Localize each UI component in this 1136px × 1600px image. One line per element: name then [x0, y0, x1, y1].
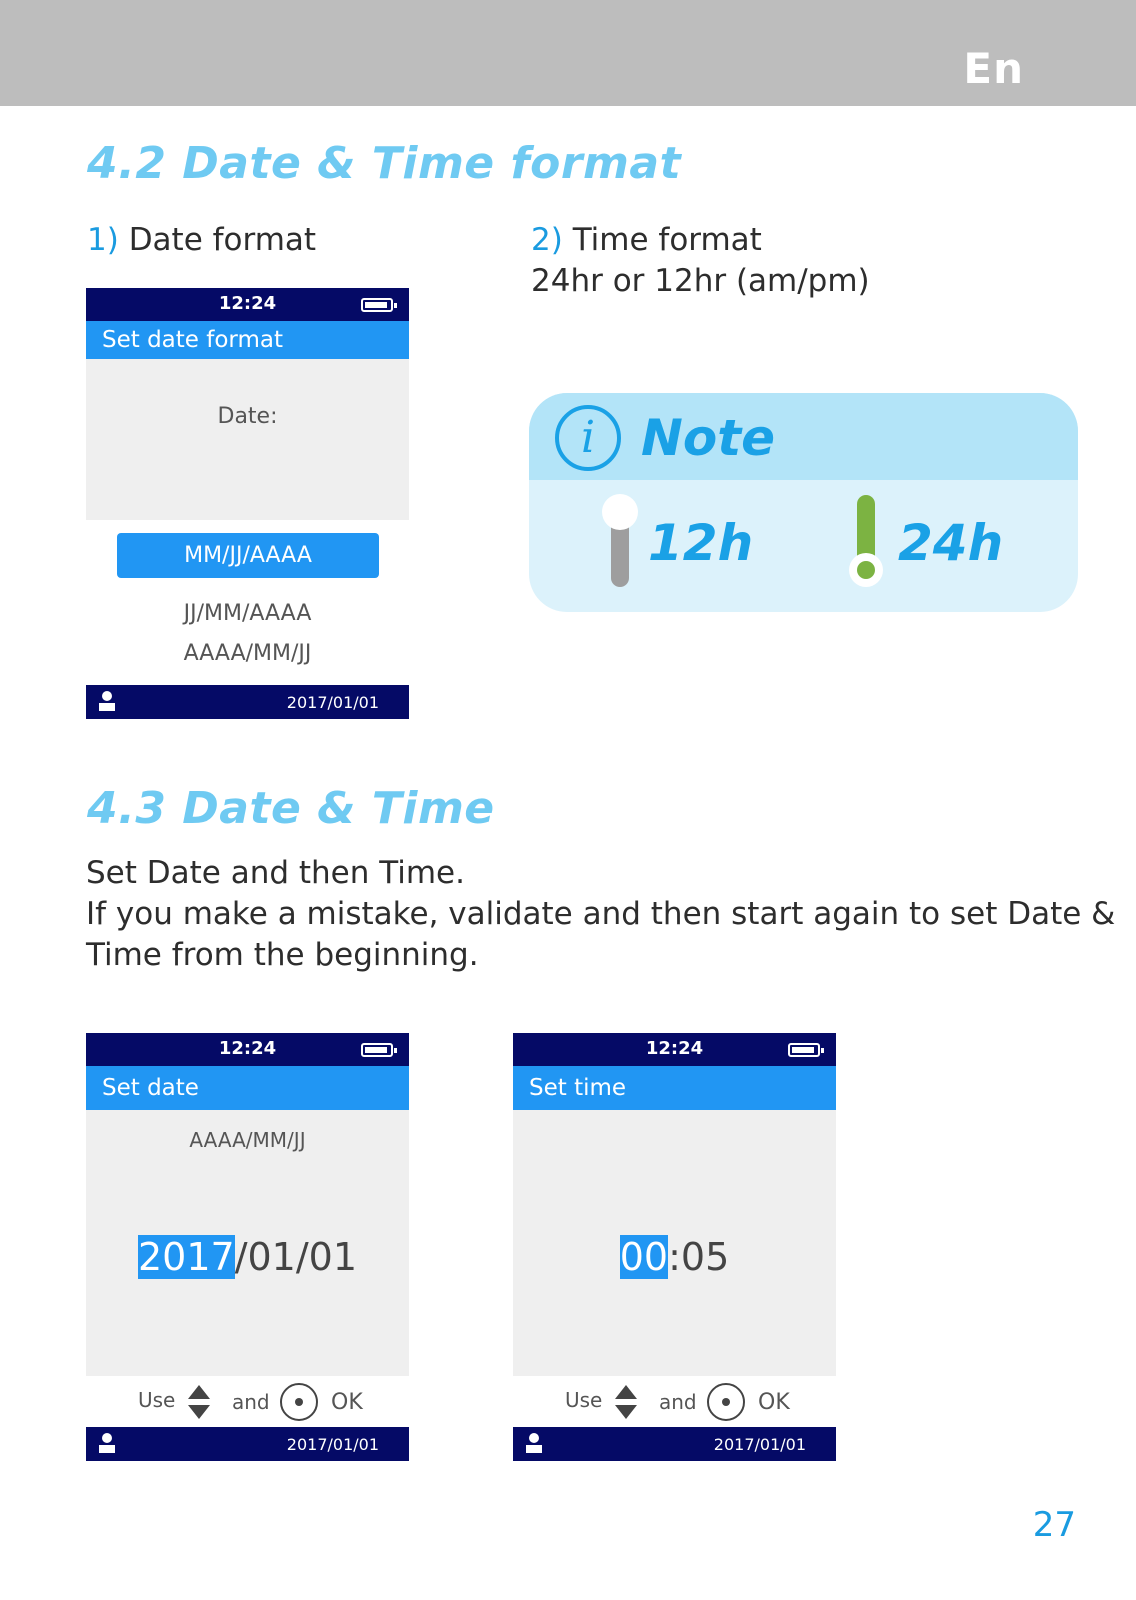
date-prompt: Date:: [217, 404, 278, 429]
time-hour-highlight[interactable]: 00: [619, 1235, 669, 1279]
toggle-label-24h: 24h: [898, 514, 1004, 572]
time-format-description: 24hr or 12hr (am/pm): [531, 263, 870, 299]
clock: 12:24: [218, 293, 277, 314]
screen-body: [86, 359, 409, 520]
toggle-label-12h: 12h: [648, 514, 754, 572]
hint-row: [513, 1377, 836, 1427]
option-aaaa-mm-jj[interactable]: AAAA/MM/JJ: [183, 641, 312, 666]
user-icon: [99, 691, 115, 713]
hint-and: and: [232, 1390, 270, 1414]
date-rest: /01/01: [234, 1235, 358, 1279]
status-bar: [86, 288, 409, 321]
hint-ok: OK: [758, 1390, 790, 1415]
status-bar: [86, 1033, 409, 1066]
time-value[interactable]: [513, 1235, 836, 1279]
footer-bar: [513, 1427, 836, 1461]
footer-date: 2017/01/01: [713, 1435, 806, 1454]
option-mm-jj-aaaa[interactable]: MM/JJ/AAAA: [117, 533, 379, 578]
screen-title: Set date format: [86, 321, 409, 359]
up-down-arrows-icon: [614, 1383, 638, 1421]
screen-title: Set time: [513, 1066, 836, 1110]
hint-use: Use: [138, 1388, 176, 1412]
footer-bar: [86, 1427, 409, 1461]
note-header: [529, 393, 1078, 480]
section-title-date-time: 4.3 Date & Time: [87, 783, 495, 834]
instruction-line-1: Set Date and then Time.: [86, 855, 465, 891]
toggle-off-icon: [601, 493, 641, 593]
date-format-heading: [87, 222, 316, 258]
hint-row: [86, 1377, 409, 1427]
note-box: [529, 393, 1078, 612]
clock: 12:24: [645, 1038, 704, 1059]
time-minutes: 05: [680, 1235, 730, 1279]
footer-date: 2017/01/01: [286, 1435, 379, 1454]
screen-body: [513, 1110, 836, 1376]
status-bar: [513, 1033, 836, 1066]
battery-icon: [361, 298, 393, 312]
battery-icon: [361, 1043, 393, 1057]
screen-title: Set date: [86, 1066, 409, 1110]
footer-bar: [86, 685, 409, 719]
device-screen-date-format: [86, 288, 409, 720]
option-jj-mm-aaaa[interactable]: JJ/MM/AAAA: [183, 601, 312, 626]
device-screen-set-date: [86, 1033, 409, 1462]
device-screen-set-time: [513, 1033, 836, 1462]
page-number: 27: [1032, 1505, 1076, 1545]
ok-button-icon: [707, 1383, 745, 1421]
date-value[interactable]: [86, 1235, 409, 1279]
time-format-label: Time format: [572, 222, 762, 258]
hint-and: and: [659, 1390, 697, 1414]
footer-date: 2017/01/01: [286, 693, 379, 712]
info-icon: i: [555, 405, 621, 471]
instruction-line-2: If you make a mistake, validate and then start again to set Date &: [86, 896, 1116, 932]
date-year-highlight[interactable]: 2017: [137, 1235, 235, 1279]
note-title: Note: [641, 409, 776, 467]
step-number: 1): [87, 222, 119, 258]
time-separator: :: [668, 1235, 681, 1279]
battery-icon: [788, 1043, 820, 1057]
step-number: 2): [531, 222, 563, 258]
user-icon: [526, 1433, 542, 1455]
hint-use: Use: [565, 1388, 603, 1412]
user-icon: [99, 1433, 115, 1455]
ok-button-icon: [280, 1383, 318, 1421]
up-down-arrows-icon: [187, 1383, 211, 1421]
date-format-hint: AAAA/MM/JJ: [189, 1128, 306, 1152]
section-title-date-time-format: 4.2 Date & Time format: [87, 138, 682, 189]
hint-ok: OK: [331, 1390, 363, 1415]
instruction-line-3: Time from the beginning.: [86, 937, 479, 973]
toggle-on-icon: [846, 493, 886, 593]
date-format-label: Date format: [128, 222, 317, 258]
time-format-heading: [531, 222, 762, 258]
screen-body: [86, 1110, 409, 1376]
language-label: En: [963, 44, 1024, 93]
clock: 12:24: [218, 1038, 277, 1059]
